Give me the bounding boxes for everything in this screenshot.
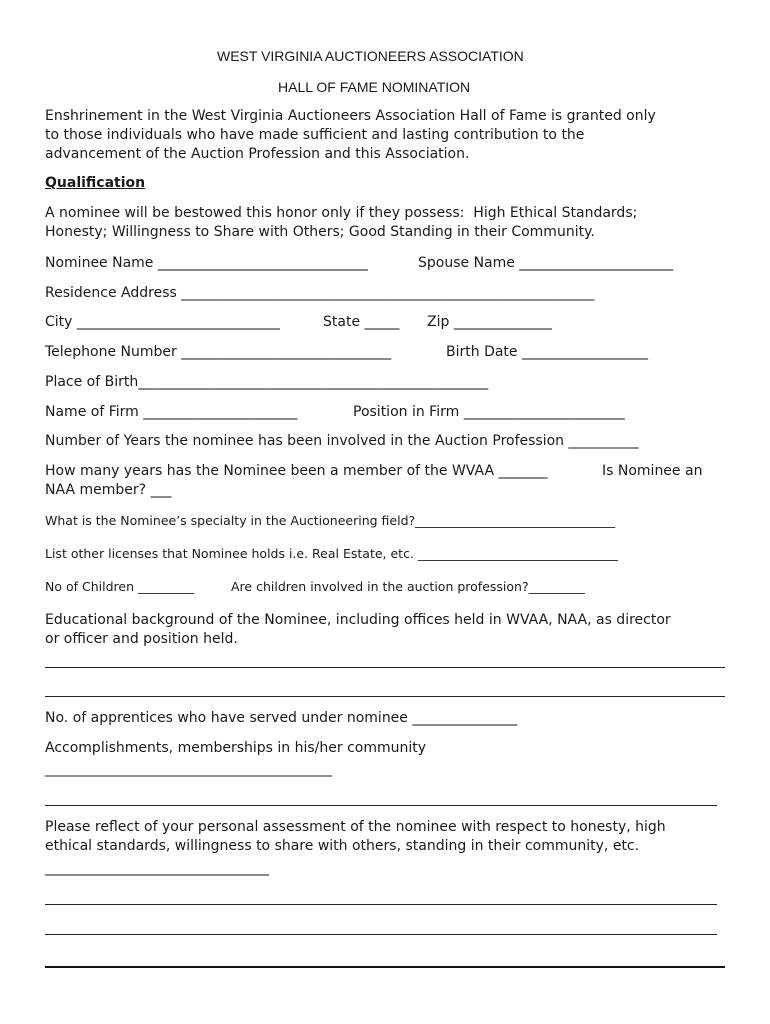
children-involved-field[interactable]: Are children involved in the auction profession?_________ xyxy=(231,579,585,594)
zip-field[interactable]: Zip ______________ xyxy=(427,314,552,330)
assessment-blank[interactable]: ________________________________ xyxy=(45,860,269,876)
education-blank-line-2[interactable] xyxy=(45,696,725,697)
intro-line-3: advancement of the Auction Profession and this Association. xyxy=(45,146,470,162)
licenses-field[interactable]: List other licenses that Nominee holds i.e. Real Estate, etc. ________________________________ xyxy=(45,546,618,561)
intro-line-1: Enshrinement in the West Virginia Auctioneers Association Hall of Fame is granted only xyxy=(45,108,656,124)
naa-member-label: Is Nominee an xyxy=(602,463,703,479)
org-title: WEST VIRGINIA AUCTIONEERS ASSOCIATION xyxy=(217,48,524,64)
qualification-heading: Qualification xyxy=(45,175,146,191)
qualification-line-1: A nominee will be bestowed this honor only if they possess: High Ethical Standards; xyxy=(45,205,638,221)
telephone-field[interactable]: Telephone Number ______________________________ xyxy=(45,344,392,360)
firm-name-field[interactable]: Name of Firm ______________________ xyxy=(45,404,298,420)
naa-member-field[interactable]: NAA member? ___ xyxy=(45,482,172,498)
assessment-line-2: ethical standards, willingness to share with others, standing in their community, etc. xyxy=(45,838,640,854)
years-in-profession-field[interactable]: Number of Years the nominee has been involved in the Auction Profession __________ xyxy=(45,433,639,449)
specialty-field[interactable]: What is the Nominee’s specialty in the Auctioneering field?________________________________ xyxy=(45,513,616,528)
place-of-birth-field[interactable]: Place of Birth__________________________________________________ xyxy=(45,374,489,390)
education-blank-line-1[interactable] xyxy=(45,667,725,668)
birth-date-field[interactable]: Birth Date __________________ xyxy=(446,344,648,360)
assessment-line-1: Please reflect of your personal assessment of the nominee with respect to honesty, high xyxy=(45,819,666,835)
spouse-name-field[interactable]: Spouse Name ______________________ xyxy=(418,255,674,271)
state-field[interactable]: State _____ xyxy=(323,314,400,330)
assessment-blank-line-1[interactable] xyxy=(45,904,717,905)
nominee-name-field[interactable]: Nominee Name ______________________________ xyxy=(45,255,368,271)
residence-address-field[interactable]: Residence Address ___________________________________________________________ xyxy=(45,285,595,301)
form-title: HALL OF FAME NOMINATION xyxy=(278,79,471,95)
intro-line-2: to those individuals who have made sufficient and lasting contribution to the xyxy=(45,127,585,143)
education-line-1: Educational background of the Nominee, including offices held in WVAA, NAA, as director xyxy=(45,612,671,628)
children-count-field[interactable]: No of Children _________ xyxy=(45,579,195,594)
qualification-line-2: Honesty; Willingness to Share with Others; Good Standing in their Community. xyxy=(45,224,595,240)
education-line-2: or officer and position held. xyxy=(45,631,238,647)
accomplishments-blank[interactable]: _________________________________________ xyxy=(45,761,332,777)
assessment-blank-line-2[interactable] xyxy=(45,934,717,935)
accomplishments-label: Accomplishments, memberships in his/her community xyxy=(45,740,427,756)
position-in-firm-field[interactable]: Position in Firm _______________________ xyxy=(353,404,625,420)
bottom-rule xyxy=(45,966,725,968)
accomplishments-blank-line[interactable] xyxy=(45,805,717,806)
wvaa-years-field[interactable]: How many years has the Nominee been a member of the WVAA _______ xyxy=(45,463,548,479)
apprentices-field[interactable]: No. of apprentices who have served under nominee _______________ xyxy=(45,710,518,726)
city-field[interactable]: City _____________________________ xyxy=(45,314,280,330)
